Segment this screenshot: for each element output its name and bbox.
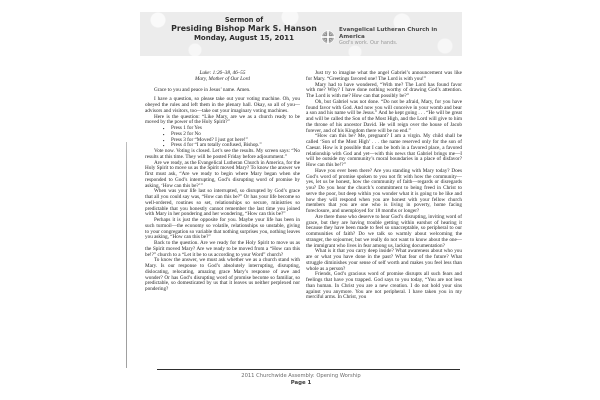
scripture-citation: Luke: 1:26–38, 46–55 <box>199 70 246 76</box>
title-line-2: Presiding Bishop Mark S. Hanson <box>171 24 317 34</box>
list-item: ▪ Press 4 for “I am totally confused, Bishop.” <box>163 143 300 149</box>
paragraph: Perhaps it is just the opposite for you. Maybe your life has been in such turmoil—the economy so volatile, relationships so unstable, giving to your congregation so variable that nothing surprises you, nothing leaves you asking, “How can this be?” <box>145 217 300 241</box>
paragraph: Grace to you and peace in Jesus’ name. Amen. <box>154 86 251 93</box>
scripture-block <box>145 71 300 83</box>
list-item: ▪ Press 1 for Yes <box>163 126 300 132</box>
paragraph: Are we ready, as the Evangelical Lutheran Church in America, for the Holy Spirit to move us as the Spirit moved Mary? To know the answer we first must ask, “Are we ready to begin where Mary began when she responded to God’s interrupting, God’s disrupting word of promise by asking, ‘How can this be?’” <box>145 159 300 189</box>
paragraph: Mary had to have wondered, “With me? The Lord has found favor with me? Why? I have done nothing worthy of drawing God’s attention. The Lord is with me? How can that possibly be?” <box>306 81 462 99</box>
right-text-column <box>306 71 462 301</box>
paragraph: What is it that you carry deep inside? What awareness about who you are or what you have done in the past? What fear of the future? What struggle diminishes your sense of self worth and makes you feel less than whole as a person? <box>306 248 462 272</box>
title-line-1: Sermon of <box>224 16 264 24</box>
paragraph: Are there those who deserve to hear God’s disrupting, inviting word of grace, but they are having trouble getting within earshot of hearing it because they have been made to feel so unacceptable, so peripheral to our communities of faith? Do we talk so warmly about welcoming the stranger, the sojourner, but we really do not want to know about the one—the immigrant who lives in fear among us, lacking documentation? <box>306 213 462 249</box>
footer-event-title: 2011 Churchwide Assembly: Opening Worship <box>241 373 361 379</box>
document-title <box>146 16 342 43</box>
paragraph: Here is the question: “Like Mary, are we as a church ready to be moved by the power of the Holy Spirit?” <box>145 113 300 126</box>
paragraph: Friends, God’s gracious word of promise disrupts all such fears and feelings that have you trapped. God says to you today, “You are not less than human. In Christ you are a new creation. I do not hold your sins against you anymore. You are not peripheral. I have taken you in my merciful arms. In Christ, you <box>306 271 462 301</box>
left-text-column <box>145 71 300 293</box>
paragraph: “How can this be? Me, pregnant? I am a virgin. My child shall be called ‘Son of the Most High’ . . . the name reserved only for the son of Caesar. How is it possible that I can be both in a favored place, a favored relationship with God and yet—with this news that Gabriel brings me—I will be outside my community’s moral boundaries in a place of disfavor? How can this be!?” <box>306 133 462 168</box>
elca-org-name: Evangelical Lutheran Church in America <box>339 27 438 40</box>
list-item: ▪ Press 3 for “Moved? I just got here!” <box>163 138 300 144</box>
paragraph: Have you ever been there? Are you standing with Mary today? Does God’s word of promise spoken to you not fit with how the community—yes, let us be honest, how the community of faith—regards or disregards you? Do you hear the church’s commitment to being freed in Christ to serve the poor, but deep within you wonder what it is going to be like and how they will respond when you are honest with your fellow church members that you are one who is living in poverty, home facing foreclosure, and unemployed for 18 months or longer? <box>306 167 462 214</box>
footer-page-number: Page 1 <box>290 379 312 386</box>
elca-tagline: God's work. Our hands. <box>339 40 398 46</box>
paragraph: Back to the question. Are we ready for the Holy Spirit to move us as the Spirit moved Mary? Are we ready to be moved from a “How can this be!?” church to a “Let it be to us according to your Word” church? <box>145 240 300 258</box>
page-footer <box>140 373 462 387</box>
paragraph: When was your life last so interrupted, so disrupted by God’s grace that all you could say was, “How can this be?” Or has your life become so well-ordered, routines so set, relationships so secure, ministries so predictable that you honestly cannot remember the last time you joined with Mary in her pondering and her wondering, “How can this be?” <box>145 188 300 218</box>
page-edge-scan-line <box>126 142 127 368</box>
elca-logo <box>321 27 462 46</box>
header-band <box>140 12 462 56</box>
paragraph: Just try to imagine what the angel Gabriel’s announcement was like for Mary. “Greetings favored one! The Lord is with you!” <box>306 70 462 82</box>
title-date: Monday, August 15, 2011 <box>193 33 295 42</box>
elca-cross-emblem-icon <box>321 30 335 44</box>
paragraph: Vote now. Voting is closed. Let’s see the results. My screen says: “No results at this time. They will be posted Friday before adjournment.” <box>145 148 300 160</box>
list-item: ▪ Press 2 for No <box>163 132 300 138</box>
scripture-title: Mary, Mother of Our Lord <box>195 75 250 82</box>
footer-divider <box>157 369 460 370</box>
paragraph: To know the answer, we must ask whether we as a church stand with Mary. Is our response to God’s absolutely interrupting, disrupting, dislocating, relocating, amazing grace Mary’s response of awe and wonder? Or has God’s disrupting word of promise become so familiar, so predictable, so domesticated by us that it leaves us neither perplexed nor pondering? <box>145 257 300 292</box>
elca-logo-text <box>339 27 462 46</box>
voting-options-list <box>163 126 300 149</box>
paragraph: I have a question, so please take out your voting machine. Oh, you obeyed the rules and left them in the plenary hall. Okay, so all of you—advisors and visitors, too—take out your imaginary voting machines. <box>145 96 300 114</box>
paragraph: Oh, but Gabriel was not done. “Do not be afraid, Mary, for you have found favor with God. And now you will conceive in your womb and bear a son and his name will be Jesus.” And he kept going . . . “He will be great and will be called the Son of the Most High, and the Lord will give to him the throne of his ancestor David. He will reign over the house of Jacob forever, and of his Kingdom there will be no end.” <box>306 98 462 134</box>
